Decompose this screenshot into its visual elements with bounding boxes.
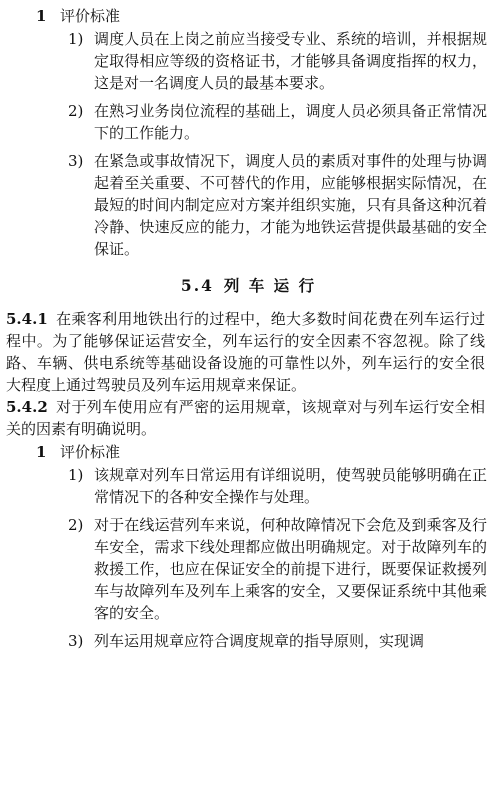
paragraph-number: 5.4.2 — [6, 398, 48, 416]
list-item-text: 调度人员在上岗之前应当接受专业、系统的培训，并根据规定取得相应等级的资格证书，才能够具备调度指挥的权力，这是对一名调度人员的最基本要求。 — [94, 30, 487, 92]
list-item — [68, 630, 487, 652]
list-item-text: 在紧急或事故情况下，调度人员的素质对事件的处理与协调起着至关重要、不可替代的作用，应能够根据实际情况，在最短的时间内制定应对方案并组织实施，只有具备这种沉着冷静、快速反应的能力，才能为地铁运营提供最基础的安全保证。 — [94, 152, 487, 258]
clause-title: 评价标准 — [60, 443, 121, 461]
evaluation-criteria-heading — [6, 4, 491, 28]
list-item-number: 2) — [68, 102, 84, 120]
list-item — [68, 100, 487, 144]
paragraph-5-4-2 — [6, 396, 485, 440]
list-item — [68, 150, 487, 260]
clause-title: 评价标准 — [60, 7, 121, 25]
list-item-number: 1) — [68, 466, 84, 484]
paragraph-number: 5.4.1 — [6, 310, 48, 328]
clause-number: 1 — [36, 443, 47, 461]
clause-number: 1 — [36, 7, 47, 25]
list-item-text: 对于在线运营列车来说，何种故障情况下会危及到乘客及行车安全，需求下线处理都应做出明确规定。对于故障列车的救援工作，也应在保证安全的前提下进行，既要保证救援列车与故障列车及列车上乘客的安全，又要保证系统中其他乘客的安全。 — [94, 516, 487, 622]
section-heading — [6, 270, 491, 302]
section-title: 列 车 运 行 — [223, 276, 317, 295]
list-item-number: 1) — [68, 30, 84, 48]
list-item — [68, 464, 487, 508]
list-item — [68, 514, 487, 624]
list-item-text: 列车运用规章应符合调度规章的指导原则，实现调 — [94, 632, 425, 650]
paragraph-text: 在乘客利用地铁出行的过程中，绝大多数时间花费在列车运行过程中。为了能够保证运营安全，列车运行的安全因素不容忽视。除了线路、车辆、供电系统等基础设备设施的可靠性以外，列车运行的安全很大程度上通过驾驶员及列车运用规章来保证。 — [6, 310, 485, 394]
evaluation-criteria-heading — [6, 440, 491, 464]
list-item-text: 在熟习业务岗位流程的基础上，调度人员必须具备正常情况下的工作能力。 — [94, 102, 487, 142]
paragraph-text: 对于列车使用应有严密的运用规章，该规章对与列车运行安全相关的因素有明确说明。 — [6, 398, 485, 438]
list-item — [68, 28, 487, 94]
list-item-number: 3) — [68, 632, 84, 650]
paragraph-5-4-1 — [6, 308, 485, 396]
list-item-number: 2) — [68, 516, 84, 534]
list-item-text: 该规章对列车日常运用有详细说明，使驾驶员能够明确在正常情况下的各种安全操作与处理。 — [94, 466, 487, 506]
section-number: 5.4 — [180, 276, 214, 295]
list-item-number: 3) — [68, 152, 84, 170]
